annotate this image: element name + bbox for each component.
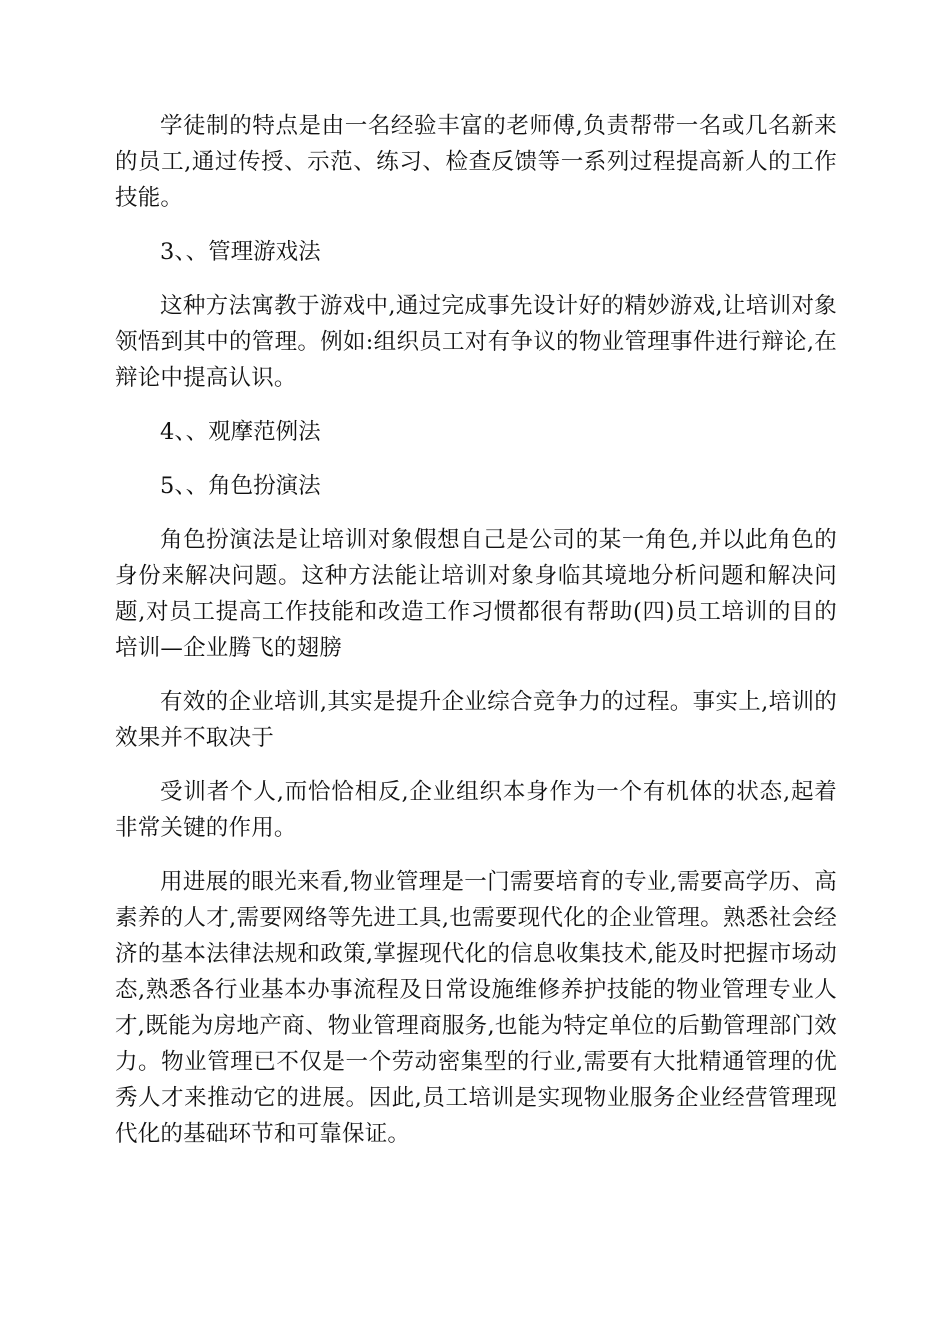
paragraph-role-play: 角色扮演法是让培训对象假想自己是公司的某一角色,并以此角色的身份来解决问题。这种方法能让培训对象身临其境地分析问题和解决问题,对员工提高工作技能和改造工作习惯都很有帮助(四)员工培训的目的培训—企业腾飞的翅膀 (115, 527, 837, 661)
heading-management-game: 3、、管理游戏法 (160, 239, 321, 265)
paragraph-trainee: 受训者个人,而恰恰相反,企业组织本身作为一个有机体的状态,起着非常关键的作用。 (115, 779, 837, 841)
document-page (115, 108, 837, 1170)
paragraph-property-management: 用进展的眼光来看,物业管理是一门需要培育的专业,需要高学历、高素养的人才,需要网络等先进工具,也需要现代化的企业管理。熟悉社会经济的基本法律法规和政策,掌握现代化的信息收集技术,能及时把握市场动态,熟悉各行业基本办事流程及日常设施维修养护技能的物业管理专业人才,既能为房地产商、物业管理商服务,也能为特定单位的后勤管理部门效力。物业管理已不仅是一个劳动密集型的行业,需要有大批精通管理的优秀人才来推动它的进展。因此,员工培训是实现物业服务企业经营管理现代化的基础环节和可靠保证。 (115, 869, 837, 1147)
paragraph-apprenticeship: 学徒制的特点是由一名经验丰富的老师傅,负责帮带一名或几名新来的员工,通过传授、示范、练习、检查反馈等一系列过程提高新人的工作技能。 (115, 113, 837, 211)
paragraph-effective-training: 有效的企业培训,其实是提升企业综合竞争力的过程。事实上,培训的效果并不取决于 (115, 689, 837, 751)
heading-role-play: 5、、角色扮演法 (160, 473, 321, 499)
paragraph-management-game: 这种方法寓教于游戏中,通过完成事先设计好的精妙游戏,让培训对象领悟到其中的管理。例如:组织员工对有争议的物业管理事件进行辩论,在辩论中提高认识。 (115, 293, 837, 391)
heading-observation-example: 4、、观摩范例法 (160, 419, 321, 445)
